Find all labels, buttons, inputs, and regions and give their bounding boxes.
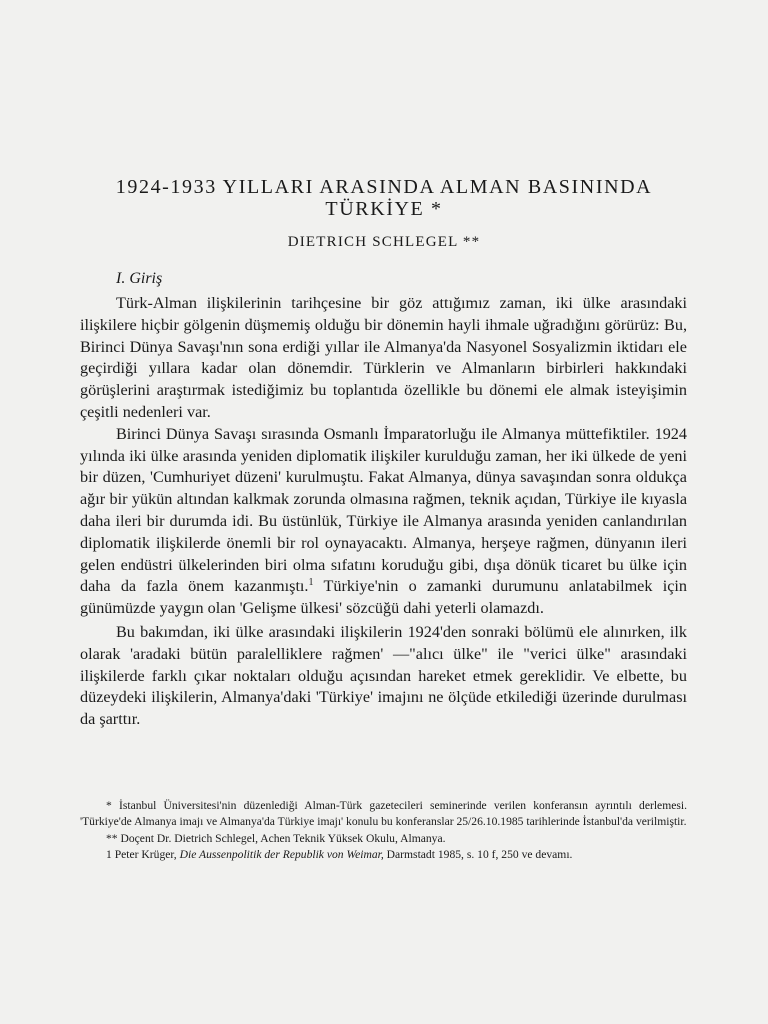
paragraph-2 bbox=[80, 424, 687, 620]
paragraph-3: Bu bakımdan, iki ülke arasındaki ilişkilerin 1924'den sonraki bölümü ele alınırken, ilk olarak 'aradaki bütün paralelliklere rağmen' —"alıcı ülke" ile "verici ülke" arasındaki ilişkilerde farklı çıkar noktaları olduğu açısından hareket etmek gereklidir. Ve elbette, bu düzeydeki ilişkilerin, Almanya'daki 'Türkiye' imajını ne ölçüde etkilediği üzerinde durulması da şarttır. bbox=[80, 622, 687, 729]
footnote-1-title: Die Aussenpolitik der Republik von Weimar, bbox=[179, 848, 384, 862]
title-line-2: TÜRKİYE * bbox=[325, 198, 443, 220]
article-title bbox=[80, 176, 688, 220]
paragraph-2-tail: Türkiye'nin o zamanki durumunu anlatabilmek için günümüzde yaygın olan 'Gelişme ülkesi' sözcüğü dahi yeterli olamazdı. bbox=[80, 577, 687, 618]
article-body bbox=[80, 293, 687, 731]
title-line-1: 1924-1933 YILLARI ARASINDA ALMAN BASININDA bbox=[115, 176, 653, 198]
footnote-1-prefix: 1 Peter Krüger, bbox=[106, 848, 177, 862]
paragraph-2-text: Birinci Dünya Savaşı sırasında Osmanlı İmparatorluğu ile Almanya müttefiktiler. 1924 yılında iki ülke arasında yeniden diplomatik ilişkiler kurulduğu zaman, her iki ülkede de yeni bir düzen, 'Cumhuriyet düzeni' kurulmuştu. Fakat Almanya, dünya savaşından sonra oldukça ağır bir yükün altından kalkmak zorunda olmasına rağmen, teknik açıdan, Türkiye ile kıyasla daha ileri bir durumda idi. Bu üstünlük, Türkiye ile Almanya arasında yeniden canlandırılan diplomatik ilişkilerde önemli bir rol oynayacaktı. Almanya, herşeye rağmen, dünyanın ileri gelen endüstri ülkelerinden biri olma sıfatını koruduğu gibi, dışa dönük ticaret bu ülke için daha da fazla önem kazanmıştı. bbox=[80, 424, 687, 596]
footnote-double-star: ** Doçent Dr. Dietrich Schlegel, Achen Teknik Yüksek Okulu, Almanya. bbox=[106, 831, 446, 845]
section-heading: I. Giriş bbox=[116, 270, 163, 287]
footnote-ref-1[interactable]: 1 bbox=[308, 577, 314, 589]
footnote-1-suffix: Darmstadt 1985, s. 10 f, 250 ve devamı. bbox=[386, 848, 573, 862]
footnote-star: * İstanbul Üniversitesi'nin düzenlediği Alman-Türk gazetecileri seminerinde verilen konferansın ayrıntılı derlemesi. 'Türkiye'de Almanya imajı ve Almanya'da Türkiye imajı' konulu bu konferanslar 25/26.10.1985 tarihlerinde İstanbul'da verilmiştir. bbox=[80, 799, 687, 829]
author-name: DIETRICH SCHLEGEL ** bbox=[287, 234, 481, 250]
footnotes bbox=[80, 798, 687, 864]
paragraph-1: Türk-Alman ilişkilerinin tarihçesine bir göz attığımız zaman, iki ülke arasındaki ilişkilere hiçbir gölgenin düşmemiş olduğu bir dönemin hayli ihmale uğradığını görürüz: Bu, Birinci Dünya Savaşı'nın sona erdiği yıllar ile Almanya'da Nasyonel Sosyalizmin iktidarı ele geçirdiği yıllara kadar olan dönemdir. Türklerin ve Almanların birbirleri hakkındaki görüşlerini araştırmak istediğimiz bu toplantıda özellikle bu dönemi ele almak isteyişimin çeşitli nedenleri var. bbox=[80, 294, 687, 421]
footnote-1 bbox=[80, 847, 687, 863]
